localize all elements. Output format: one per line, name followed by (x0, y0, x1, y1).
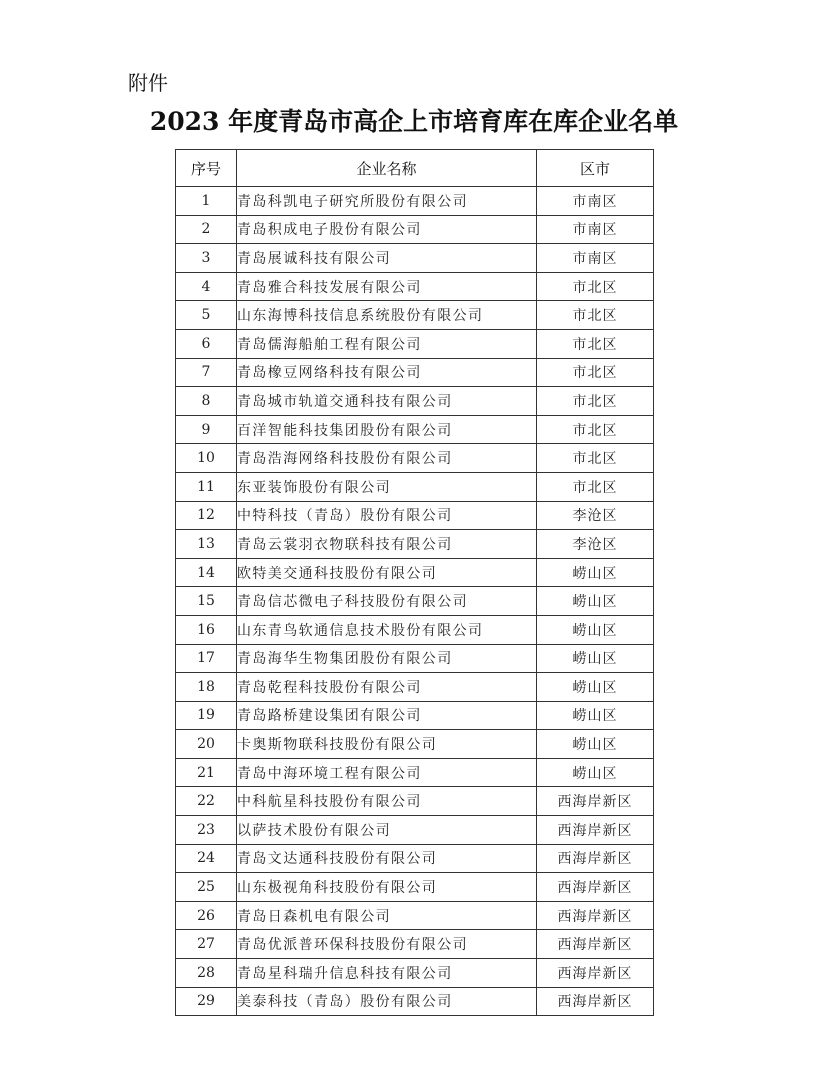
row-number: 27 (176, 930, 237, 959)
table-row (176, 701, 654, 730)
row-number: 24 (176, 844, 237, 873)
table-row (176, 615, 654, 644)
district-name: 市南区 (537, 215, 654, 244)
district-name: 市北区 (537, 329, 654, 358)
row-number: 21 (176, 758, 237, 787)
company-name: 青岛乾程科技股份有限公司 (237, 673, 537, 702)
row-number: 5 (176, 301, 237, 330)
table-row (176, 730, 654, 759)
district-name: 崂山区 (537, 701, 654, 730)
table-row (176, 244, 654, 273)
table-row (176, 901, 654, 930)
page-title: 2023 年度青岛市高企上市培育库在库企业名单 (149, 107, 679, 136)
row-number: 10 (176, 444, 237, 473)
company-name: 百洋智能科技集团股份有限公司 (237, 415, 537, 444)
district-name: 西海岸新区 (537, 901, 654, 930)
row-number: 22 (176, 787, 237, 816)
company-name: 青岛中海环境工程有限公司 (237, 758, 537, 787)
table-row (176, 415, 654, 444)
district-name: 市北区 (537, 272, 654, 301)
company-table (175, 149, 654, 1016)
district-name: 崂山区 (537, 615, 654, 644)
district-name: 李沧区 (537, 530, 654, 559)
table-row (176, 329, 654, 358)
row-number: 26 (176, 901, 237, 930)
row-number: 25 (176, 873, 237, 902)
district-name: 崂山区 (537, 644, 654, 673)
row-number: 14 (176, 558, 237, 587)
company-name: 卡奥斯物联科技股份有限公司 (237, 730, 537, 759)
district-name: 西海岸新区 (537, 844, 654, 873)
company-name: 青岛城市轨道交通科技有限公司 (237, 387, 537, 416)
row-number: 6 (176, 329, 237, 358)
company-name: 美泰科技（青岛）股份有限公司 (237, 987, 537, 1016)
table-row (176, 959, 654, 988)
table-row (176, 187, 654, 216)
table-row (176, 358, 654, 387)
district-name: 崂山区 (537, 673, 654, 702)
row-number: 1 (176, 187, 237, 216)
table-row (176, 787, 654, 816)
row-number: 17 (176, 644, 237, 673)
company-name: 青岛科凯电子研究所股份有限公司 (237, 187, 537, 216)
row-number: 8 (176, 387, 237, 416)
company-name: 青岛优派普环保科技股份有限公司 (237, 930, 537, 959)
row-number: 11 (176, 472, 237, 501)
company-name: 中特科技（青岛）股份有限公司 (237, 501, 537, 530)
row-number: 23 (176, 816, 237, 845)
row-number: 28 (176, 959, 237, 988)
table-header (176, 150, 654, 187)
table-row (176, 844, 654, 873)
district-name: 市北区 (537, 415, 654, 444)
table-row (176, 472, 654, 501)
table-row (176, 501, 654, 530)
header-company-name: 企业名称 (237, 150, 537, 187)
company-name: 青岛海华生物集团股份有限公司 (237, 644, 537, 673)
company-name: 青岛橡豆网络科技有限公司 (237, 358, 537, 387)
table-body (176, 187, 654, 1016)
company-name: 中科航星科技股份有限公司 (237, 787, 537, 816)
company-name: 青岛展诚科技有限公司 (237, 244, 537, 273)
district-name: 西海岸新区 (537, 873, 654, 902)
district-name: 西海岸新区 (537, 959, 654, 988)
table-row (176, 873, 654, 902)
company-name: 青岛信芯微电子科技股份有限公司 (237, 587, 537, 616)
row-number: 19 (176, 701, 237, 730)
company-name: 青岛雅合科技发展有限公司 (237, 272, 537, 301)
row-number: 4 (176, 272, 237, 301)
header-district: 区市 (537, 150, 654, 187)
table-row (176, 587, 654, 616)
district-name: 西海岸新区 (537, 930, 654, 959)
table-row (176, 272, 654, 301)
row-number: 16 (176, 615, 237, 644)
company-name: 山东极视角科技股份有限公司 (237, 873, 537, 902)
row-number: 18 (176, 673, 237, 702)
district-name: 李沧区 (537, 501, 654, 530)
company-name: 青岛日森机电有限公司 (237, 901, 537, 930)
district-name: 西海岸新区 (537, 987, 654, 1016)
row-number: 29 (176, 987, 237, 1016)
attachment-label: 附件 (128, 71, 168, 95)
district-name: 市北区 (537, 358, 654, 387)
table-row (176, 215, 654, 244)
table-row (176, 644, 654, 673)
district-name: 市北区 (537, 301, 654, 330)
header-number: 序号 (176, 150, 237, 187)
company-name: 青岛星科瑞升信息科技有限公司 (237, 959, 537, 988)
company-name: 青岛云裳羽衣物联科技有限公司 (237, 530, 537, 559)
company-name: 欧特美交通科技股份有限公司 (237, 558, 537, 587)
table-row (176, 444, 654, 473)
table-row (176, 530, 654, 559)
company-name: 以萨技术股份有限公司 (237, 816, 537, 845)
company-name: 青岛浩海网络科技股份有限公司 (237, 444, 537, 473)
row-number: 7 (176, 358, 237, 387)
row-number: 9 (176, 415, 237, 444)
district-name: 崂山区 (537, 730, 654, 759)
company-name: 山东海博科技信息系统股份有限公司 (237, 301, 537, 330)
district-name: 市南区 (537, 244, 654, 273)
row-number: 13 (176, 530, 237, 559)
district-name: 市北区 (537, 472, 654, 501)
district-name: 崂山区 (537, 758, 654, 787)
district-name: 市南区 (537, 187, 654, 216)
company-name: 山东青鸟软通信息技术股份有限公司 (237, 615, 537, 644)
table-row (176, 987, 654, 1016)
district-name: 崂山区 (537, 587, 654, 616)
table-row (176, 930, 654, 959)
table-row (176, 673, 654, 702)
table-row (176, 558, 654, 587)
company-name: 青岛路桥建设集团有限公司 (237, 701, 537, 730)
row-number: 2 (176, 215, 237, 244)
header-row (176, 150, 654, 187)
district-name: 市北区 (537, 444, 654, 473)
district-name: 西海岸新区 (537, 787, 654, 816)
company-name: 青岛儒海船舶工程有限公司 (237, 329, 537, 358)
row-number: 3 (176, 244, 237, 273)
district-name: 崂山区 (537, 558, 654, 587)
row-number: 15 (176, 587, 237, 616)
table-row (176, 758, 654, 787)
district-name: 市北区 (537, 387, 654, 416)
company-name: 青岛积成电子股份有限公司 (237, 215, 537, 244)
company-name: 东亚装饰股份有限公司 (237, 472, 537, 501)
company-name: 青岛文达通科技股份有限公司 (237, 844, 537, 873)
district-name: 西海岸新区 (537, 816, 654, 845)
table-row (176, 816, 654, 845)
row-number: 12 (176, 501, 237, 530)
table-row (176, 301, 654, 330)
table-row (176, 387, 654, 416)
row-number: 20 (176, 730, 237, 759)
